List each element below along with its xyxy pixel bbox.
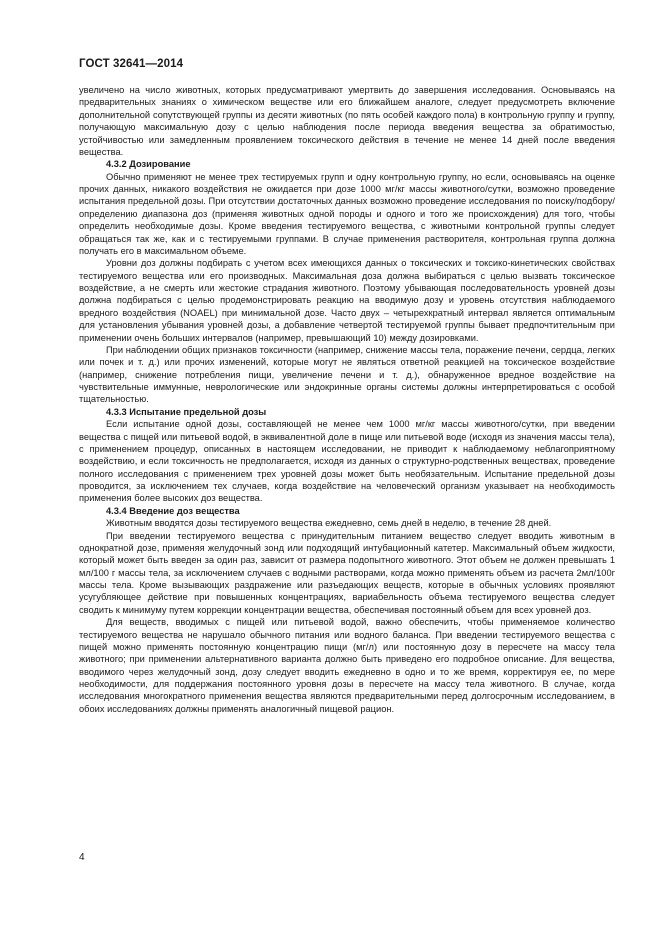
paragraph: Животным вводятся дозы тестируемого вещества ежедневно, семь дней в неделю, в течение 28 дней. bbox=[106, 518, 552, 529]
paragraph: Для веществ, вводимых с пищей или питьевой водой, важно обеспечить, чтобы применяемое количество тестируемого вещества не нарушало обычного питания или водного баланса. При введении тестируемого вещества с пищей можно применять постоянную концентрацию пищи (мг/л) или постоянную дозу в пересчете на массу тела животного; при применении альтернативного варианта должно быть приведено его подробное описание. Для вещества, вводимого через желудочный зонд, дозу следует вводить ежедневно в одно и то же время, корректируя ее, по мере необходимости, для поддержания постоянного уровня дозы в пересчете на массу тела животного. В случае, когда исследования многократного применения вещества являются предварительными перед долгосрочным исследованием, в обоих исследованиях должны применять аналогичный пищевой рацион. bbox=[79, 617, 615, 714]
paragraph: При введении тестируемого вещества с принудительным питанием вещество следует вводить животным в однократной дозе, применяя желудочный зонд или подходящий интубационный катетер. Максимальный объем жидкости, который может быть введен за один раз, зависит от размера подопытного животного. Этот объем не должен превышать 1 мл/100 г массы тела, за исключением случаев с водными растворами, когда можно применять объем из расчета 2мл/100г массы тела. Кроме вызывающих раздражение или разъедающих веществ, которые в обычных условиях проявляют усугубляющее действие при повышенных концентрациях, вариабельность объема тестируемого вещества следует сводить к минимуму путем коррекции концентрации вещества, обеспечивая постоянный объем для всех уровней доз. bbox=[79, 530, 615, 615]
paragraph: Если испытание одной дозы, составляющей не менее чем 1000 мг/кг массы животного/сутки, при введении вещества с пищей или питьевой водой, в эквивалентной доле в пище или питьевой воде (исходя из значения массы тела), с применением процедур, описанных в настоящем исследовании, не приводит к наблюдаемому неблагоприятному воздействию, и если токсичность не предполагается, исходя из данных о структурно-родственных веществах, проведение полного исследования с применением трех уровней дозы может быть необязательным. Испытание предельной дозы проводится, за исключением тех случаев, когда воздействие на человеческий организм указывает на необходимость применения более высоких доз вещества. bbox=[79, 419, 615, 504]
paragraph: Обычно применяют не менее трех тестируемых групп и одну контрольную группу, но если, основываясь на оценке прочих данных, никакого воздействия не ожидается при дозе 1000 мг/кг массы животного/сутки, возможно проведение испытания предельной дозы. При отсутствии достаточных данных возможно проведение исследования по поиску/подбору/определению диапазона доз (применяя животных одной породы и одного и того же происхождения) для того, чтобы определить необходимые дозы. Кроме введения тестируемого вещества, с животными контрольной группы следует обращаться так же, как и с тестируемыми группами. В случае применения растворителя, контрольная группа должна получать его в максимальном объеме. bbox=[79, 171, 615, 256]
page-number: 4 bbox=[79, 852, 85, 863]
paragraph: Уровни доз должны подбирать с учетом всех имеющихся данных о токсических и токсико-кинетических свойствах тестируемого вещества или его производных. Максимальная доза должна выбираться с целью вызвать токсическое воздействие, а не смерть или жестокие страдания животного. Поэтому убывающая последовательность уровней дозы должна подбираться с целью продемонстрировать реакцию на вводимую дозу и уровень отсутствия наблюдаемого вредного воздействия (NOAEL) при минимальной дозе. Часто двух – четырехкратный интервал является оптимальным для установления убывания уровней дозы, а добавление четвертой тестируемой группы бывает предпочтительным при применении очень больших интервалов (например, превышающий 10) между дозировками. bbox=[79, 258, 615, 343]
paragraph: При наблюдении общих признаков токсичности (например, снижение массы тела, поражение печени, сердца, легких или почек и т. д.) или прочих изменений, которые могут не являться ответной реакцией на токсическое воздействие (например, снижение потребления пищи, увеличение печени и т. д.), обнаруженное вредное воздействие на чувствительные иммунные, неврологические или эндокринные органы системы должны интерпретироваться с особой тщательностью. bbox=[79, 344, 615, 405]
paragraph-continuation: увеличено на число животных, которых предусматривают умертвить до завершения исследования. Основываясь на предварительных знаниях о химическом веществе или его ближайшем аналоге, следует предусмотреть включение дополнительной сопутствующей группы из десяти животных (по пять особей каждого пола) в контрольную группу и группу, получающую максимальную дозу с целью наблюдения после периода введения вещества за обратимостью, устойчивостью или замедленным проявлением токсического действия в течение не менее 14 дней после введения вещества. bbox=[79, 85, 615, 157]
section-heading-4-3-4: 4.3.4 Введение доз вещества bbox=[106, 505, 240, 516]
document-body bbox=[79, 84, 615, 715]
section-heading-4-3-2: 4.3.2 Дозирование bbox=[106, 159, 191, 170]
section-heading-4-3-3: 4.3.3 Испытание предельной дозы bbox=[106, 406, 267, 417]
document-id-header: ГОСТ 32641—2014 bbox=[79, 58, 184, 70]
